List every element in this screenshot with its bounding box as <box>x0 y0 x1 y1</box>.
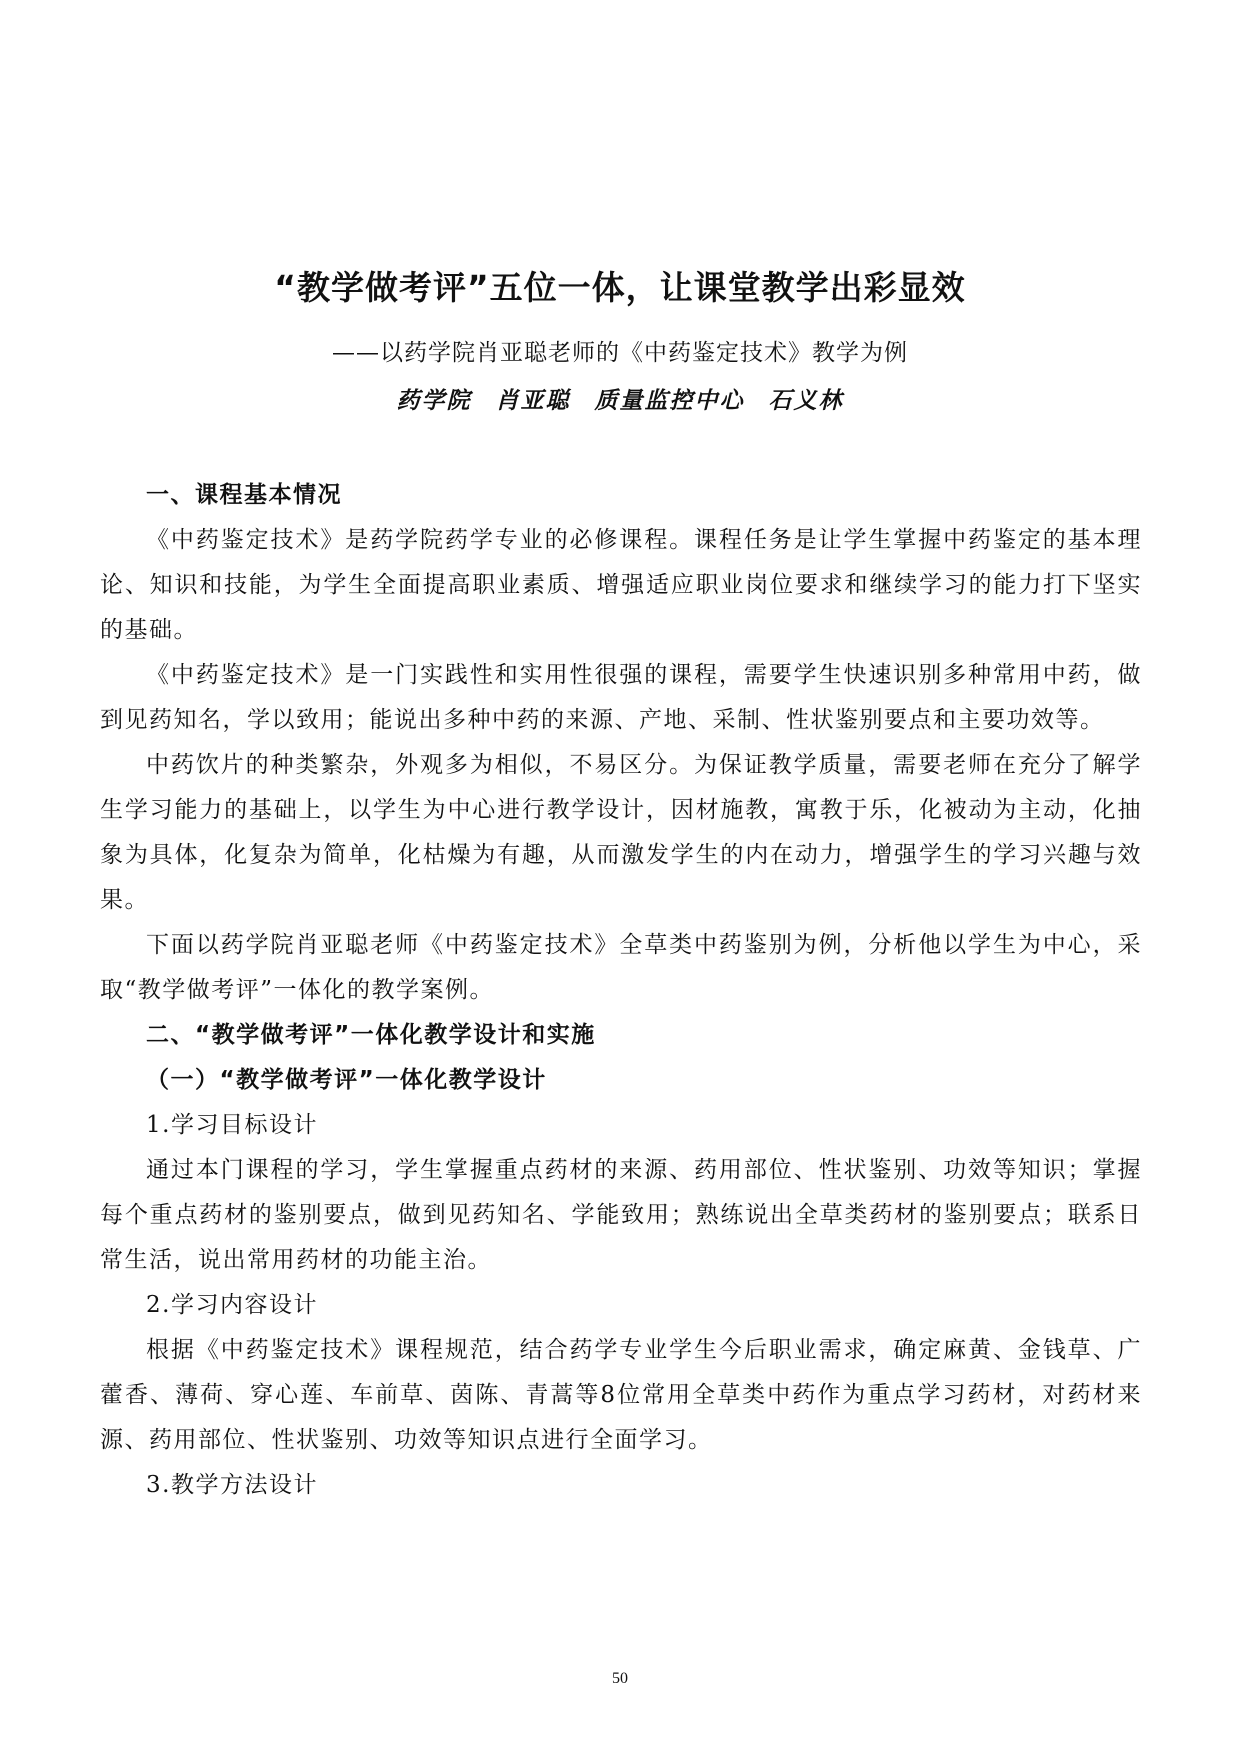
section-2-heading: 二、“教学做考评”一体化教学设计和实施 <box>146 1022 596 1048</box>
document-subtitle: ——以药学院肖亚聪老师的《中药鉴定技术》教学为例 <box>332 340 908 366</box>
document-body <box>100 473 1142 1508</box>
paragraph: 《中药鉴定技术》是药学院药学专业的必修课程。课程任务是让学生掌握中药鉴定的基本理论、知识和技能，为学生全面提高职业素质、增强适应职业岗位要求和继续学习的能力打下坚实的基础。 <box>100 527 1142 643</box>
paragraph: 根据《中药鉴定技术》课程规范，结合药学专业学生今后职业需求，确定麻黄、金钱草、广藿香、薄荷、穿心莲、车前草、茵陈、青蒿等8位常用全草类中药作为重点学习药材，对药材来源、药用部位、性状鉴别、功效等知识点进行全面学习。 <box>100 1337 1142 1453</box>
paragraph: 通过本门课程的学习，学生掌握重点药材的来源、药用部位、性状鉴别、功效等知识；掌握每个重点药材的鉴别要点，做到见药知名、学能致用；熟练说出全草类药材的鉴别要点；联系日常生活，说出常用药材的功能主治。 <box>100 1157 1142 1273</box>
author-affiliation-1: 药学院 <box>396 387 472 414</box>
page-number: 50 <box>612 1670 628 1687</box>
author-name-1: 肖亚聪 <box>495 387 571 414</box>
section-1-heading: 一、课程基本情况 <box>146 482 342 508</box>
paragraph: 《中药鉴定技术》是一门实践性和实用性很强的课程，需要学生快速识别多种常用中药，做到见药知名，学以致用；能说出多种中药的来源、产地、采制、性状鉴别要点和主要功效等。 <box>100 662 1142 733</box>
author-affiliation-2: 质量监控中心 <box>594 387 745 414</box>
author-line <box>0 382 1240 415</box>
paragraph: 下面以药学院肖亚聪老师《中药鉴定技术》全草类中药鉴别为例，分析他以学生为中心，采取“教学做考评”一体化的教学案例。 <box>100 932 1142 1003</box>
document-title: “教学做考评”五位一体，让课堂教学出彩显效 <box>274 268 966 307</box>
item-2-title: 2.学习内容设计 <box>146 1292 318 1318</box>
item-1-title: 1.学习目标设计 <box>146 1112 318 1138</box>
paragraph: 中药饮片的种类繁杂，外观多为相似，不易区分。为保证教学质量，需要老师在充分了解学生学习能力的基础上，以学生为中心进行教学设计，因材施教，寓教于乐，化被动为主动，化抽象为具体，化复杂为简单，化枯燥为有趣，从而激发学生的内在动力，增强学生的学习兴趣与效果。 <box>100 752 1142 913</box>
item-3-title: 3.教学方法设计 <box>146 1472 318 1498</box>
section-2-subheading: （一）“教学做考评”一体化教学设计 <box>146 1067 547 1093</box>
author-name-2: 石义林 <box>768 387 844 414</box>
